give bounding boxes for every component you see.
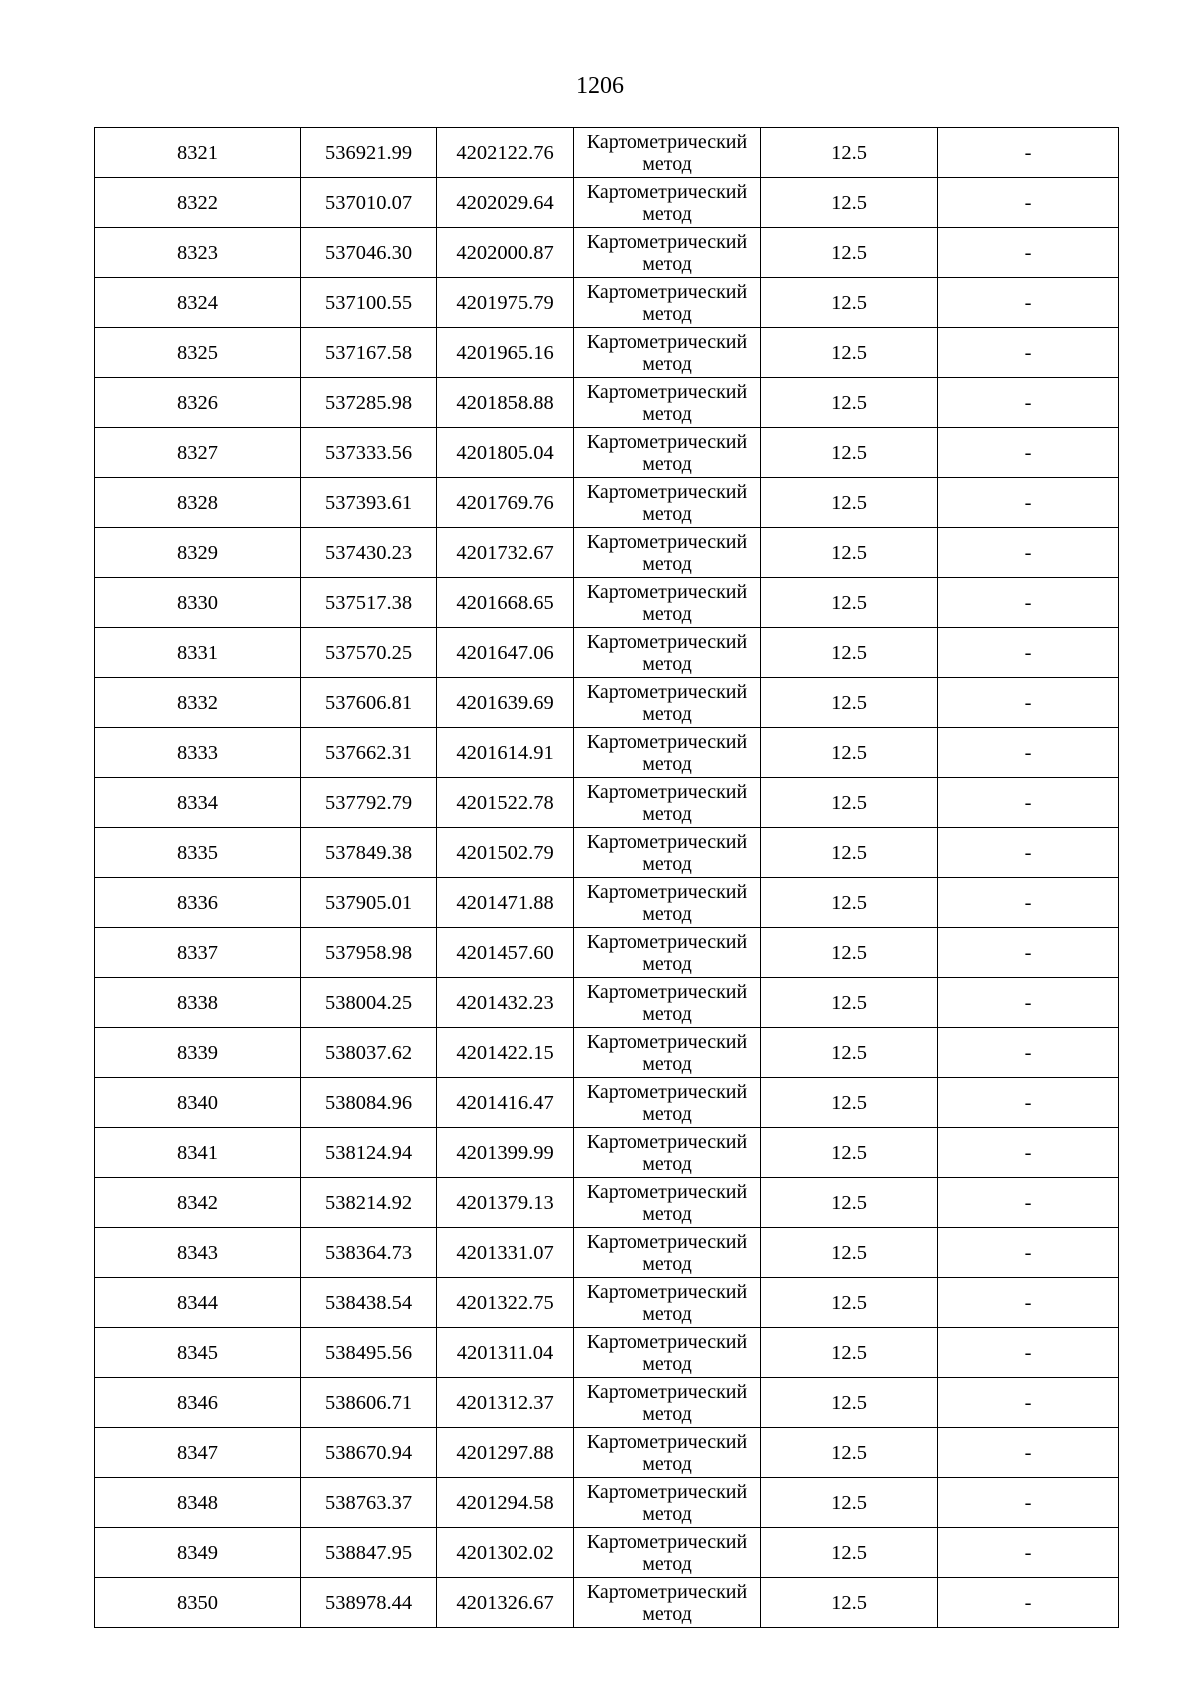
- accuracy-cell: 12.5: [761, 978, 938, 1028]
- description-cell: -: [938, 128, 1119, 178]
- description-cell: -: [938, 978, 1119, 1028]
- table-row: [95, 578, 1119, 628]
- table-row: [95, 628, 1119, 678]
- x-coordinate-cell: 536921.99: [301, 128, 437, 178]
- method-line-1: Картометрический: [586, 1430, 748, 1453]
- method-line-1: Картометрический: [586, 380, 748, 403]
- method-line-2: метод: [642, 1602, 692, 1625]
- x-coordinate-cell: 537517.38: [301, 578, 437, 628]
- accuracy-cell: 12.5: [761, 1528, 938, 1578]
- method-line-2: метод: [642, 802, 692, 825]
- description-cell: -: [938, 728, 1119, 778]
- accuracy-cell: 12.5: [761, 428, 938, 478]
- accuracy-cell: 12.5: [761, 578, 938, 628]
- table-row: [95, 1178, 1119, 1228]
- point-number-cell: 8324: [95, 278, 301, 328]
- method-line-2: метод: [642, 1152, 692, 1175]
- point-number-cell: 8338: [95, 978, 301, 1028]
- method-line-1: Картометрический: [586, 430, 748, 453]
- description-cell: -: [938, 1378, 1119, 1428]
- x-coordinate-cell: 537792.79: [301, 778, 437, 828]
- x-coordinate-cell: 537905.01: [301, 878, 437, 928]
- method-cell: [574, 428, 761, 478]
- method-line-1: Картометрический: [586, 630, 748, 653]
- y-coordinate-cell: 4201805.04: [437, 428, 574, 478]
- method-cell: [574, 678, 761, 728]
- method-line-2: метод: [642, 1502, 692, 1525]
- x-coordinate-cell: 537046.30: [301, 228, 437, 278]
- method-line-2: метод: [642, 302, 692, 325]
- method-cell: [574, 1178, 761, 1228]
- method-cell: [574, 1428, 761, 1478]
- method-cell: [574, 978, 761, 1028]
- point-number-cell: 8322: [95, 178, 301, 228]
- point-number-cell: 8341: [95, 1128, 301, 1178]
- table-row: [95, 128, 1119, 178]
- y-coordinate-cell: 4201471.88: [437, 878, 574, 928]
- method-line-2: метод: [642, 1202, 692, 1225]
- method-cell: [574, 1578, 761, 1628]
- method-cell: [574, 228, 761, 278]
- x-coordinate-cell: 537570.25: [301, 628, 437, 678]
- description-cell: -: [938, 1328, 1119, 1378]
- table-row: [95, 1228, 1119, 1278]
- x-coordinate-cell: 538763.37: [301, 1478, 437, 1528]
- x-coordinate-cell: 537393.61: [301, 478, 437, 528]
- method-line-2: метод: [642, 702, 692, 725]
- method-line-2: метод: [642, 1252, 692, 1275]
- description-cell: -: [938, 1578, 1119, 1628]
- y-coordinate-cell: 4201732.67: [437, 528, 574, 578]
- accuracy-cell: 12.5: [761, 628, 938, 678]
- description-cell: -: [938, 178, 1119, 228]
- x-coordinate-cell: 538214.92: [301, 1178, 437, 1228]
- description-cell: -: [938, 1478, 1119, 1528]
- table-row: [95, 1028, 1119, 1078]
- page-number: 1206: [576, 73, 624, 99]
- y-coordinate-cell: 4201965.16: [437, 328, 574, 378]
- method-line-2: метод: [642, 352, 692, 375]
- method-cell: [574, 278, 761, 328]
- table-row: [95, 828, 1119, 878]
- method-cell: [574, 1378, 761, 1428]
- method-cell: [574, 1278, 761, 1328]
- description-cell: -: [938, 528, 1119, 578]
- method-line-2: метод: [642, 502, 692, 525]
- accuracy-cell: 12.5: [761, 928, 938, 978]
- point-number-cell: 8336: [95, 878, 301, 928]
- accuracy-cell: 12.5: [761, 1378, 938, 1428]
- method-line-1: Картометрический: [586, 930, 748, 953]
- method-line-1: Картометрический: [586, 780, 748, 803]
- y-coordinate-cell: 4202029.64: [437, 178, 574, 228]
- point-number-cell: 8326: [95, 378, 301, 428]
- accuracy-cell: 12.5: [761, 1178, 938, 1228]
- description-cell: -: [938, 928, 1119, 978]
- point-number-cell: 8350: [95, 1578, 301, 1628]
- point-number-cell: 8345: [95, 1328, 301, 1378]
- method-line-1: Картометрический: [586, 880, 748, 903]
- point-number-cell: 8347: [95, 1428, 301, 1478]
- method-line-1: Картометрический: [586, 1080, 748, 1103]
- x-coordinate-cell: 538978.44: [301, 1578, 437, 1628]
- point-number-cell: 8334: [95, 778, 301, 828]
- y-coordinate-cell: 4201668.65: [437, 578, 574, 628]
- method-line-2: метод: [642, 952, 692, 975]
- accuracy-cell: 12.5: [761, 1128, 938, 1178]
- x-coordinate-cell: 538495.56: [301, 1328, 437, 1378]
- description-cell: -: [938, 778, 1119, 828]
- method-line-1: Картометрический: [586, 1180, 748, 1203]
- description-cell: -: [938, 1278, 1119, 1328]
- y-coordinate-cell: 4201858.88: [437, 378, 574, 428]
- x-coordinate-cell: 537430.23: [301, 528, 437, 578]
- method-cell: [574, 1128, 761, 1178]
- description-cell: -: [938, 1178, 1119, 1228]
- accuracy-cell: 12.5: [761, 678, 938, 728]
- x-coordinate-cell: 537100.55: [301, 278, 437, 328]
- accuracy-cell: 12.5: [761, 1578, 938, 1628]
- table-row: [95, 1378, 1119, 1428]
- accuracy-cell: 12.5: [761, 328, 938, 378]
- method-line-1: Картометрический: [586, 1130, 748, 1153]
- method-line-1: Картометрический: [586, 980, 748, 1003]
- method-cell: [574, 378, 761, 428]
- accuracy-cell: 12.5: [761, 1478, 938, 1528]
- accuracy-cell: 12.5: [761, 728, 938, 778]
- table-row: [95, 978, 1119, 1028]
- accuracy-cell: 12.5: [761, 378, 938, 428]
- method-line-1: Картометрический: [586, 180, 748, 203]
- table-row: [95, 1328, 1119, 1378]
- table-row: [95, 378, 1119, 428]
- method-line-2: метод: [642, 1402, 692, 1425]
- x-coordinate-cell: 537662.31: [301, 728, 437, 778]
- table-row: [95, 528, 1119, 578]
- y-coordinate-cell: 4201399.99: [437, 1128, 574, 1178]
- description-cell: -: [938, 328, 1119, 378]
- method-line-1: Картометрический: [586, 1230, 748, 1253]
- point-number-cell: 8327: [95, 428, 301, 478]
- x-coordinate-cell: 538364.73: [301, 1228, 437, 1278]
- x-coordinate-cell: 538084.96: [301, 1078, 437, 1128]
- y-coordinate-cell: 4201297.88: [437, 1428, 574, 1478]
- point-number-cell: 8325: [95, 328, 301, 378]
- method-cell: [574, 328, 761, 378]
- point-number-cell: 8342: [95, 1178, 301, 1228]
- method-line-2: метод: [642, 902, 692, 925]
- method-line-1: Картометрический: [586, 480, 748, 503]
- point-number-cell: 8344: [95, 1278, 301, 1328]
- table-row: [95, 428, 1119, 478]
- point-number-cell: 8340: [95, 1078, 301, 1128]
- method-cell: [574, 1528, 761, 1578]
- method-line-1: Картометрический: [586, 1580, 748, 1603]
- accuracy-cell: 12.5: [761, 278, 938, 328]
- point-number-cell: 8339: [95, 1028, 301, 1078]
- x-coordinate-cell: 537333.56: [301, 428, 437, 478]
- method-line-2: метод: [642, 752, 692, 775]
- accuracy-cell: 12.5: [761, 878, 938, 928]
- method-line-1: Картометрический: [586, 1330, 748, 1353]
- point-number-cell: 8346: [95, 1378, 301, 1428]
- method-line-2: метод: [642, 552, 692, 575]
- table-row: [95, 1478, 1119, 1528]
- table-row: [95, 678, 1119, 728]
- method-line-2: метод: [642, 402, 692, 425]
- method-line-2: метод: [642, 1002, 692, 1025]
- method-cell: [574, 728, 761, 778]
- y-coordinate-cell: 4201379.13: [437, 1178, 574, 1228]
- method-cell: [574, 878, 761, 928]
- method-cell: [574, 1028, 761, 1078]
- method-cell: [574, 578, 761, 628]
- method-line-2: метод: [642, 602, 692, 625]
- table-row: [95, 1078, 1119, 1128]
- method-line-2: метод: [642, 252, 692, 275]
- x-coordinate-cell: 537285.98: [301, 378, 437, 428]
- accuracy-cell: 12.5: [761, 128, 938, 178]
- accuracy-cell: 12.5: [761, 828, 938, 878]
- y-coordinate-cell: 4201331.07: [437, 1228, 574, 1278]
- method-line-2: метод: [642, 202, 692, 225]
- x-coordinate-cell: 538847.95: [301, 1528, 437, 1578]
- table-row: [95, 178, 1119, 228]
- x-coordinate-cell: 538037.62: [301, 1028, 437, 1078]
- x-coordinate-cell: 537849.38: [301, 828, 437, 878]
- accuracy-cell: 12.5: [761, 478, 938, 528]
- description-cell: -: [938, 278, 1119, 328]
- point-number-cell: 8321: [95, 128, 301, 178]
- method-line-2: метод: [642, 1452, 692, 1475]
- method-line-1: Картометрический: [586, 330, 748, 353]
- accuracy-cell: 12.5: [761, 778, 938, 828]
- y-coordinate-cell: 4201647.06: [437, 628, 574, 678]
- point-number-cell: 8331: [95, 628, 301, 678]
- y-coordinate-cell: 4201326.67: [437, 1578, 574, 1628]
- y-coordinate-cell: 4201457.60: [437, 928, 574, 978]
- y-coordinate-cell: 4201422.15: [437, 1028, 574, 1078]
- accuracy-cell: 12.5: [761, 528, 938, 578]
- method-line-2: метод: [642, 452, 692, 475]
- method-cell: [574, 128, 761, 178]
- table-row: [95, 478, 1119, 528]
- method-cell: [574, 928, 761, 978]
- y-coordinate-cell: 4201294.58: [437, 1478, 574, 1528]
- description-cell: -: [938, 628, 1119, 678]
- point-number-cell: 8335: [95, 828, 301, 878]
- description-cell: -: [938, 1428, 1119, 1478]
- x-coordinate-cell: 538004.25: [301, 978, 437, 1028]
- table-row: [95, 278, 1119, 328]
- description-cell: -: [938, 1078, 1119, 1128]
- table-row: [95, 878, 1119, 928]
- coordinates-table: [94, 127, 1119, 1628]
- method-line-1: Картометрический: [586, 230, 748, 253]
- point-number-cell: 8329: [95, 528, 301, 578]
- table-row: [95, 228, 1119, 278]
- method-line-1: Картометрический: [586, 680, 748, 703]
- description-cell: -: [938, 1028, 1119, 1078]
- method-line-2: метод: [642, 852, 692, 875]
- y-coordinate-cell: 4201769.76: [437, 478, 574, 528]
- table-row: [95, 728, 1119, 778]
- x-coordinate-cell: 538670.94: [301, 1428, 437, 1478]
- description-cell: -: [938, 1128, 1119, 1178]
- y-coordinate-cell: 4201522.78: [437, 778, 574, 828]
- description-cell: -: [938, 428, 1119, 478]
- table-row: [95, 778, 1119, 828]
- description-cell: -: [938, 878, 1119, 928]
- accuracy-cell: 12.5: [761, 1078, 938, 1128]
- method-line-1: Картометрический: [586, 280, 748, 303]
- y-coordinate-cell: 4201311.04: [437, 1328, 574, 1378]
- method-cell: [574, 828, 761, 878]
- method-line-2: метод: [642, 652, 692, 675]
- y-coordinate-cell: 4201432.23: [437, 978, 574, 1028]
- point-number-cell: 8349: [95, 1528, 301, 1578]
- accuracy-cell: 12.5: [761, 228, 938, 278]
- x-coordinate-cell: 537958.98: [301, 928, 437, 978]
- method-line-2: метод: [642, 1352, 692, 1375]
- y-coordinate-cell: 4201975.79: [437, 278, 574, 328]
- method-cell: [574, 778, 761, 828]
- table-row: [95, 1528, 1119, 1578]
- accuracy-cell: 12.5: [761, 1028, 938, 1078]
- accuracy-cell: 12.5: [761, 1278, 938, 1328]
- y-coordinate-cell: 4201639.69: [437, 678, 574, 728]
- accuracy-cell: 12.5: [761, 1328, 938, 1378]
- table-row: [95, 1578, 1119, 1628]
- description-cell: -: [938, 678, 1119, 728]
- accuracy-cell: 12.5: [761, 1428, 938, 1478]
- method-line-2: метод: [642, 1302, 692, 1325]
- point-number-cell: 8348: [95, 1478, 301, 1528]
- method-cell: [574, 1078, 761, 1128]
- coordinates-table-body: [95, 128, 1119, 1628]
- table-row: [95, 1428, 1119, 1478]
- point-number-cell: 8330: [95, 578, 301, 628]
- method-line-2: метод: [642, 152, 692, 175]
- table-row: [95, 928, 1119, 978]
- point-number-cell: 8323: [95, 228, 301, 278]
- description-cell: -: [938, 828, 1119, 878]
- y-coordinate-cell: 4202122.76: [437, 128, 574, 178]
- y-coordinate-cell: 4201502.79: [437, 828, 574, 878]
- table-row: [95, 1278, 1119, 1328]
- method-cell: [574, 528, 761, 578]
- method-line-1: Картометрический: [586, 1530, 748, 1553]
- y-coordinate-cell: 4201614.91: [437, 728, 574, 778]
- x-coordinate-cell: 537010.07: [301, 178, 437, 228]
- method-line-1: Картометрический: [586, 580, 748, 603]
- table-row: [95, 328, 1119, 378]
- point-number-cell: 8328: [95, 478, 301, 528]
- description-cell: -: [938, 478, 1119, 528]
- method-line-1: Картометрический: [586, 730, 748, 753]
- method-cell: [574, 1478, 761, 1528]
- y-coordinate-cell: 4201312.37: [437, 1378, 574, 1428]
- method-line-1: Картометрический: [586, 830, 748, 853]
- description-cell: -: [938, 1228, 1119, 1278]
- description-cell: -: [938, 1528, 1119, 1578]
- point-number-cell: 8337: [95, 928, 301, 978]
- accuracy-cell: 12.5: [761, 178, 938, 228]
- method-line-1: Картометрический: [586, 1280, 748, 1303]
- x-coordinate-cell: 537606.81: [301, 678, 437, 728]
- point-number-cell: 8343: [95, 1228, 301, 1278]
- method-cell: [574, 1328, 761, 1378]
- y-coordinate-cell: 4201322.75: [437, 1278, 574, 1328]
- method-line-2: метод: [642, 1552, 692, 1575]
- method-cell: [574, 478, 761, 528]
- method-cell: [574, 1228, 761, 1278]
- x-coordinate-cell: 537167.58: [301, 328, 437, 378]
- point-number-cell: 8332: [95, 678, 301, 728]
- y-coordinate-cell: 4201416.47: [437, 1078, 574, 1128]
- description-cell: -: [938, 578, 1119, 628]
- x-coordinate-cell: 538606.71: [301, 1378, 437, 1428]
- method-line-1: Картометрический: [586, 530, 748, 553]
- accuracy-cell: 12.5: [761, 1228, 938, 1278]
- y-coordinate-cell: 4201302.02: [437, 1528, 574, 1578]
- method-line-1: Картометрический: [586, 1380, 748, 1403]
- method-cell: [574, 628, 761, 678]
- method-cell: [574, 178, 761, 228]
- description-cell: -: [938, 378, 1119, 428]
- method-line-1: Картометрический: [586, 1030, 748, 1053]
- x-coordinate-cell: 538124.94: [301, 1128, 437, 1178]
- method-line-2: метод: [642, 1102, 692, 1125]
- method-line-1: Картометрический: [586, 1480, 748, 1503]
- method-line-1: Картометрический: [586, 130, 748, 153]
- x-coordinate-cell: 538438.54: [301, 1278, 437, 1328]
- method-line-2: метод: [642, 1052, 692, 1075]
- description-cell: -: [938, 228, 1119, 278]
- y-coordinate-cell: 4202000.87: [437, 228, 574, 278]
- table-row: [95, 1128, 1119, 1178]
- point-number-cell: 8333: [95, 728, 301, 778]
